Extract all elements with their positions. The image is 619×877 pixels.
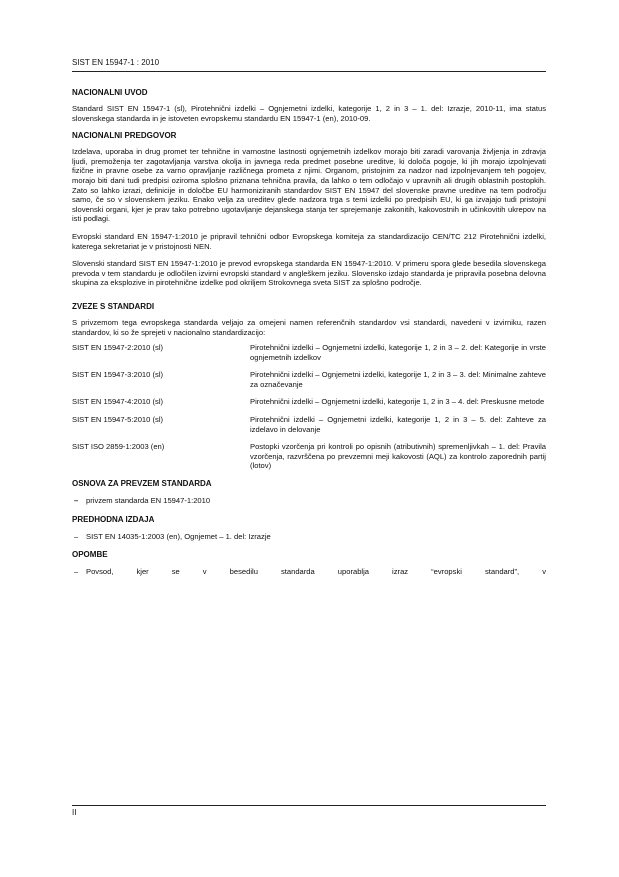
- predhodna-item: SIST EN 14035-1:2003 (en), Ognjemet – 1. del: Izrazje: [86, 531, 271, 541]
- reference-row: [72, 370, 546, 389]
- opombe-heading: OPOMBE: [72, 550, 108, 560]
- list-item: [72, 567, 546, 577]
- reference-code: SIST EN 15947-3:2010 (sl): [72, 370, 164, 380]
- opombe-item: Povsod, kjer se v besedilu standarda uporablja izraz “evropski standard”, v: [86, 567, 546, 577]
- bullet-dash: –: [74, 567, 79, 577]
- reference-row: [72, 343, 546, 362]
- reference-code: SIST ISO 2859-1:2003 (en): [72, 442, 165, 452]
- osnova-za-prevzem-heading: OSNOVA ZA PREVZEM STANDARDA: [72, 479, 212, 489]
- reference-code: SIST EN 15947-4:2010 (sl): [72, 397, 164, 407]
- reference-code: SIST EN 15947-5:2010 (sl): [72, 415, 164, 425]
- document-id-header: SIST EN 15947-1 : 2010: [72, 58, 160, 67]
- nacionalni-uvod-text: Standard SIST EN 15947-1 (sl), Pirotehnični izdelki – Ognjemetni izdelki, kategorije 1, 2 in 3 – 1. del: Izrazje, 2010-11, ima status slovenskega standarda in je istoveten evropskemu standardu EN 15947-1 (en), 2010-09.: [72, 104, 546, 123]
- bullet-dash: –: [74, 496, 79, 506]
- reference-row: [72, 415, 546, 434]
- predgovor-paragraph: Evropski standard EN 15947-1:2010 je pripravil tehnični odbor Evropskega komiteja za standardizacijo CEN/TC 212 Pirotehnični izdelki, katerega sekretariat je v pristojnosti NEN.: [72, 231, 546, 251]
- list-item: [72, 496, 546, 506]
- osnova-item: privzem standarda EN 15947-1:2010: [86, 496, 211, 506]
- header-rule: [72, 71, 546, 72]
- reference-description: Pirotehnični izdelki – Ognjemetni izdelki, kategorije 1, 2 in 3 – 4. del: Preskusne metode: [250, 397, 545, 407]
- zveze-intro: S privzemom tega evropskega standarda veljajo za omejeni namen referenčnih standardov vsi standardi, navedeni v izvirniku, razen standardov, ki so že sprejeti v nacionalno standardizacijo:: [72, 317, 546, 337]
- reference-description: Pirotehnični izdelki – Ognjemetni izdelki, kategorije 1, 2 in 3 – 5. del: Zahteve za izdelavo in delovanje: [250, 415, 546, 434]
- bullet-dash: –: [74, 531, 79, 541]
- list-item: [72, 532, 546, 542]
- footer-rule: [72, 805, 546, 806]
- nacionalni-predgovor-heading: NACIONALNI PREDGOVOR: [72, 131, 177, 141]
- predgovor-paragraph: Slovenski standard SIST EN 15947-1:2010 je prevod evropskega standarda EN 15947-1:2010. V primeru spora glede besedila slovenskega prevoda v tem standardu je odločilen izvirni evropski standard v angleškem jeziku. Slovensko izdajo standarda je pripravila posebna delovna skupina za eksplozive in pirotehnične izdelke pod okriljem Strokovnega sveta SIST za splošno področje.: [72, 259, 546, 288]
- page-content: [72, 82, 546, 577]
- nacionalni-uvod-heading: NACIONALNI UVOD: [72, 88, 148, 97]
- page-number: II: [72, 808, 77, 817]
- predhodna-izdaja-heading: PREDHODNA IZDAJA: [72, 514, 155, 524]
- reference-row: [72, 442, 546, 471]
- reference-row: [72, 397, 546, 407]
- reference-description: Postopki vzorčenja pri kontroli po opisnih (atributivnih) spremenljivkah – 1. del: Pravila vzorčenja, razvrščena po prevzemni meji kakovosti (AQL) za kontrolo zaporednih partij (lotov): [250, 442, 546, 471]
- reference-description: Pirotehnični izdelki – Ognjemetni izdelki, kategorije 1, 2 in 3 – 3. del: Minimalne zahteve za označevanje: [250, 370, 546, 389]
- zveze-s-standardi-heading: ZVEZE S STANDARDI: [72, 301, 155, 311]
- predgovor-paragraph: Izdelava, uporaba in drug promet ter tehnične in varnostne lastnosti ognjemetnih izdelkov morajo biti zaradi varovanja življenja in zdravja ljudi, premoženja ter zagotavljanja varstva okolja in javnega reda predmet posebne ureditve, ki določa pogoje, ki jih morajo izpolnjevati fizične in pravne osebe za varno opravljanje različnega prometa z njimi. Organom, pristojnim za nadzor nad izpolnjevanjem teh pogojev, morajo biti dani tudi predpisi oziroma splošno priznana tehnična pravila, da lahko o tem odločajo v upravnih ali drugih oblastnih postopkih. Zato so lahko izrazi, definicije in določbe EU harmoniziranih standardov SIST EN 15947 del slovenske pravne ureditve na tem področju samo, če so v slovenskem jeziku. Enako velja za ureditev glede nadzora trga s temi izdelki po predpisih EU, ki ga izvajajo tudi pristojni slovenski organi, kjer je prav tako potrebno ugotavljanje dejanskega stanja ter sprejemanje zakonitih, kakovostnih in učinkovitih ukrepov na isti podlagi.: [72, 147, 546, 224]
- reference-code: SIST EN 15947-2:2010 (sl): [72, 343, 164, 353]
- reference-standards-list: [72, 343, 546, 471]
- reference-description: Pirotehnični izdelki – Ognjemetni izdelki, kategorije 1, 2 in 3 – 2. del: Kategorije in vrste ognjemetnih izdelkov: [250, 343, 546, 362]
